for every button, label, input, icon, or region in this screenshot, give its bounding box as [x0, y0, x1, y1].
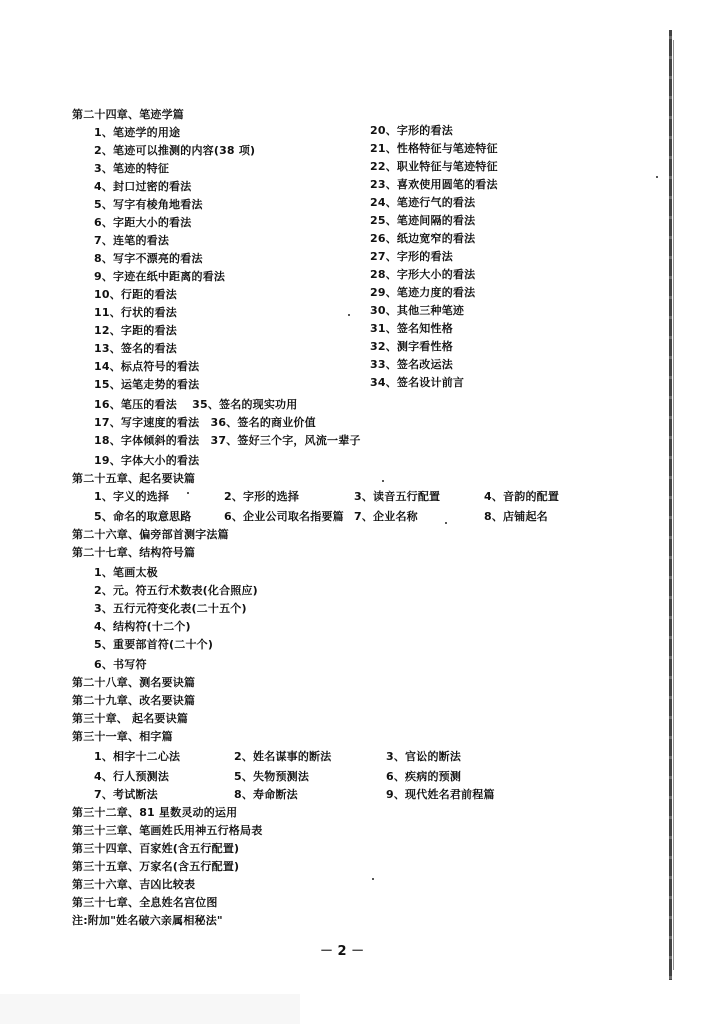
ch24-item-32: 32、测字看性格 [370, 340, 453, 353]
ch24-item-1: 1、笔迹学的用途 [94, 126, 181, 139]
ch24-item-34: 34、签名设计前言 [370, 376, 465, 389]
appendix-note: 注:附加"姓名破六亲属相秘法" [72, 914, 223, 927]
ch31-item-1: 1、相字十二心法 [94, 750, 181, 763]
ch27-item-3: 3、五行元符变化表(二十五个) [94, 602, 247, 615]
ch24-item-23: 23、喜欢使用圆笔的看法 [370, 178, 498, 191]
chapter-26-title: 第二十六章、偏旁部首测字法篇 [72, 528, 229, 541]
ch24-item-19: 19、字体大小的看法 [94, 454, 200, 467]
scan-bottom-shade [0, 994, 300, 1024]
ch24-item-8: 8、写字不漂亮的看法 [94, 252, 203, 265]
chapter-33-title: 第三十三章、笔画姓氏用神五行格局表 [72, 824, 263, 837]
ch24-item-9: 9、字迹在纸中距离的看法 [94, 270, 226, 283]
ch31-item-6: 6、疾病的预测 [386, 770, 462, 783]
ch27-item-1: 1、笔画太极 [94, 566, 158, 579]
scan-speck [348, 314, 350, 316]
chapter-35-title: 第三十五章、万家名(含五行配置) [72, 860, 240, 873]
ch27-item-6: 6、书写符 [94, 658, 147, 671]
chapter-24-title: 第二十四章、笔迹学篇 [72, 108, 184, 121]
ch25-item-6: 6、企业公司取名指要篇 [224, 510, 344, 523]
ch24-item-11: 11、行状的看法 [94, 306, 177, 319]
scan-edge-shadow [673, 40, 674, 970]
scan-speck [187, 492, 189, 494]
ch25-item-7: 7、企业名称 [354, 510, 418, 523]
ch31-item-7: 7、考试断法 [94, 788, 158, 801]
chapter-31-title: 第三十一章、相字篇 [72, 730, 173, 743]
ch24-item-25: 25、笔迹间隔的看法 [370, 214, 476, 227]
ch24-item-18-37: 18、字体倾斜的看法 37、签好三个字，风流一辈子 [94, 434, 361, 447]
ch24-item-4: 4、封口过密的看法 [94, 180, 192, 193]
ch24-item-33: 33、签名改运法 [370, 358, 453, 371]
ch24-item-2: 2、笔迹可以推测的内容(38 项) [94, 144, 256, 157]
ch24-item-20: 20、字形的看法 [370, 124, 453, 137]
scan-speck [372, 878, 374, 880]
ch25-item-1: 1、字义的选择 [94, 490, 170, 503]
scan-speck [382, 480, 384, 482]
scan-speck [445, 522, 447, 524]
ch24-item-16-35: 16、笔压的看法 35、签名的现实功用 [94, 398, 298, 411]
chapter-27-title: 第二十七章、结构符号篇 [72, 546, 196, 559]
ch27-item-5: 5、重要部首符(二十个) [94, 638, 214, 651]
ch31-item-3: 3、官讼的断法 [386, 750, 462, 763]
page-number: － 2 － [320, 944, 365, 959]
ch24-item-3: 3、笔迹的特征 [94, 162, 170, 175]
chapter-29-title: 第二十九章、改名要诀篇 [72, 694, 196, 707]
ch24-item-21: 21、性格特征与笔迹特征 [370, 142, 498, 155]
ch24-item-17-36: 17、写字速度的看法 36、签名的商业价值 [94, 416, 316, 429]
ch24-item-12: 12、字距的看法 [94, 324, 177, 337]
scan-edge-line [669, 30, 672, 980]
ch24-item-31: 31、签名知性格 [370, 322, 453, 335]
chapter-36-title: 第三十六章、吉凶比较表 [72, 878, 196, 891]
ch25-item-5: 5、命名的取意思路 [94, 510, 192, 523]
ch24-item-29: 29、笔迹力度的看法 [370, 286, 476, 299]
ch27-item-4: 4、结构符(十二个) [94, 620, 191, 633]
ch24-item-27: 27、字形的看法 [370, 250, 453, 263]
ch24-item-6: 6、字距大小的看法 [94, 216, 192, 229]
ch25-item-2: 2、字形的选择 [224, 490, 300, 503]
ch31-item-8: 8、寿命断法 [234, 788, 298, 801]
ch24-item-15: 15、运笔走势的看法 [94, 378, 200, 391]
ch24-item-24: 24、笔迹行气的看法 [370, 196, 476, 209]
ch24-item-26: 26、纸边宽窄的看法 [370, 232, 476, 245]
ch25-item-3: 3、读音五行配置 [354, 490, 441, 503]
ch24-item-30: 30、其他三种笔迹 [370, 304, 465, 317]
ch24-item-14: 14、标点符号的看法 [94, 360, 200, 373]
scan-speck [656, 176, 658, 178]
chapter-30-title: 第三十章、 起名要诀篇 [72, 712, 189, 725]
chapter-25-title: 第二十五章、起名要诀篇 [72, 472, 196, 485]
ch24-item-5: 5、写字有棱角地看法 [94, 198, 203, 211]
ch31-item-9: 9、现代姓名君前程篇 [386, 788, 495, 801]
ch31-item-2: 2、姓名谋事的断法 [234, 750, 332, 763]
ch25-item-4: 4、音韵的配置 [484, 490, 560, 503]
ch24-item-22: 22、职业特征与笔迹特征 [370, 160, 498, 173]
ch31-item-5: 5、失物预测法 [234, 770, 310, 783]
ch24-item-10: 10、行距的看法 [94, 288, 177, 301]
ch27-item-2: 2、元。符五行术数表(化合照应) [94, 584, 258, 597]
ch24-item-28: 28、字形大小的看法 [370, 268, 476, 281]
chapter-34-title: 第三十四章、百家姓(含五行配置) [72, 842, 240, 855]
chapter-28-title: 第二十八章、测名要诀篇 [72, 676, 196, 689]
chapter-37-title: 第三十七章、全息姓名宫位图 [72, 896, 218, 909]
ch24-item-7: 7、连笔的看法 [94, 234, 170, 247]
ch25-item-8: 8、店铺起名 [484, 510, 548, 523]
ch31-item-4: 4、行人预测法 [94, 770, 170, 783]
ch24-item-13: 13、签名的看法 [94, 342, 177, 355]
chapter-32-title: 第三十二章、81 星数灵动的运用 [72, 806, 238, 819]
